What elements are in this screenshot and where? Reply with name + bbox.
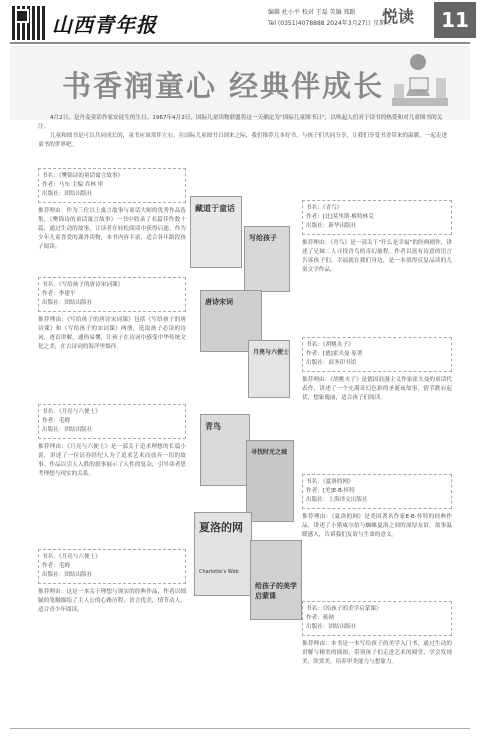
recommendation: 推荐理由：《胡桃夹子》是德国浪漫主义作家霍夫曼的童话代表作，讲述了一个充满奇幻色彩的圣诞夜故事，情节跌宕起伏，想象瑰丽，适合孩子们阅读。 [302,377,452,401]
book-cover [248,340,290,398]
recommendation: 推荐理由：这是一本关于理想与现实的经典作品，作者以细腻的笔触描绘了主人公的心路历程，语言优美，情节动人，适合青少年阅读。 [38,589,186,613]
book-author: 作者：李建平 [42,291,76,297]
book-card [302,474,452,509]
cover-title: 唐诗宋词 [205,298,233,306]
book-publisher: 出版社：团结出版社 [306,624,357,630]
book-cover [200,414,250,486]
book-title: 书名：《月亮与六便士》 [42,409,101,415]
book-cover [194,512,252,596]
book-title: 书名：《写给孩子的唐诗宋词课》 [42,282,124,288]
recommendation: 推荐理由：《夏洛的网》是美国著名作家E·B·怀特的经典作品，讲述了小猪威尔伯与蜘蛛夏洛之间的深厚友谊。故事温暖感人，告诉我们友谊与生命的意义。 [302,514,452,538]
newspaper-logo: 山西青年报 [52,13,157,37]
book-title: 书名：《月亮与六便士》 [42,554,101,560]
book-title: 书名：《青鸟》 [306,205,343,211]
recommendation: 推荐理由：作为三位以上寓言故事与童话大师的优秀作品选集，《樊锦诗的童话寓言故事》一书中收录了名篇佳作数十篇，通过生动的故事，让读者在轻松阅读中获得启迪。作为少年儿童喜爱的课外读物，本书内容丰富，适合各年龄段孩子阅读。 [38,208,186,250]
qr-code [12,6,46,40]
cover-title: 青鸟 [205,422,221,431]
book-cover [190,196,242,268]
recommendation: 推荐理由：《月亮与六便士》是一部关于追求理想的长篇小说，讲述了一位证券经纪人为了追求艺术而放弃一切的故事。作品以引人入胜的叙事展示了人性的复杂，引导读者思考理想与现实的关系。 [38,444,186,477]
book-title: 书名：《胡桃夹子》 [306,342,354,348]
intro-paragraph [38,114,448,150]
book-author: 作者：[美]E·B·怀特 [306,488,355,494]
top-rule [10,42,470,44]
book-cover [246,440,294,522]
book-card [302,200,452,235]
section-title: 悦读 [382,7,415,26]
cover-title: 夏洛的网 [199,521,243,534]
reading-girl-illustration [384,48,454,114]
recommendation: 推荐理由：本书是一本写给孩子的美学入门书，通过生动的讲解与精美的插图，带领孩子们走进艺术的殿堂，学会发现美、欣赏美，培养审美能力与想象力。 [302,641,452,665]
book-publisher: 出版社：团结出版社 [42,300,93,306]
book-publisher: 出版社：上海译文出版社 [306,497,368,503]
book-title: 书名：《给孩子的美学启蒙课》 [306,606,382,612]
recommendation: 推荐理由：《写给孩子的唐诗宋词课》包括《写给孩子的唐诗课》和《写给孩子的宋词课》两册，选取孩子必读的诗词，逐首讲解，通俗易懂，让孩子在诗词中感受中华传统文化之美，在古诗词的海洋里徜徉。 [38,317,186,350]
book-author: 作者：毛姆 [42,563,70,569]
book-card [302,337,452,372]
book-card [302,601,452,636]
book-cover [250,540,302,620]
book-author: 作者：蒋勋 [306,615,334,621]
intro-line-1: 4月2日，是丹麦童话作家安徒生的生日。1967年4月2日，国际儿童读物联盟将这一天确定为“国际儿童图书日”，以唤起人们对于读书的热爱和对儿童图书的关注。 [38,115,443,130]
book-publisher: 出版社：团结出版社 [42,572,93,578]
cover-title: 给孩子的美学启蒙课 [255,582,297,600]
book-author: 作者：[比]莫里斯·梅特林克 [306,214,374,220]
cover-title: 写给孩子 [249,234,277,242]
book-title: 书名：《樊锦诗的童话寓言故事》 [42,173,124,179]
book-publisher: 出版社：团结出版社 [42,427,93,433]
cover-title: 月亮与六便士 [253,349,290,356]
left-column [38,168,186,698]
right-column [302,200,452,740]
book-publisher: 出版社：新华出版社 [306,223,357,229]
editor-line: 编辑 杜小平 校对 王磊 美编 郑路 [268,9,356,16]
book-cover [244,226,290,292]
cover-title: 寻找时光之城 [251,449,288,456]
book-card [38,549,186,584]
book-author: 作者：[德]霍夫曼 原著 [306,351,363,357]
cover-subtitle: Charlotte's Web [199,569,239,575]
book-card [38,404,186,439]
book-card [38,168,186,203]
page-number: 11 [434,2,476,38]
book-card [38,277,186,312]
book-publisher: 出版社：商务印书馆 [306,360,357,366]
headline: 书香润童心 经典伴成长 [62,69,385,103]
book-title: 书名：《夏洛的网》 [306,479,354,485]
recommendation: 推荐理由：《青鸟》是一部关于“什么是幸福”的经典剧作，讲述了兄妹二人寻找青鸟的奇幻旅程。作者以富有诗意的语言告诉孩子们，幸福就在我们身边，是一本值得反复品读的儿童文学作品。 [302,240,452,273]
date-line: Tel (0351)4078888 2024年3月27日 星期三 [268,20,392,27]
cover-title: 藏道于童话 [195,204,235,213]
book-publisher: 出版社：团结出版社 [42,191,93,197]
book-author: 作者：马东 主编 乔林 审 [42,182,104,188]
book-author: 作者：毛姆 [42,418,70,424]
intro-line-2: 儿童和图书是可以共同成长的，童书应该常伴左右。在国际儿童图书日到来之际，我们推荐几本好书，与孩子们共同分享，让我们享受书香带来的温暖，一起走进童书的世界吧。 [38,133,448,148]
bottom-rule [10,728,470,729]
